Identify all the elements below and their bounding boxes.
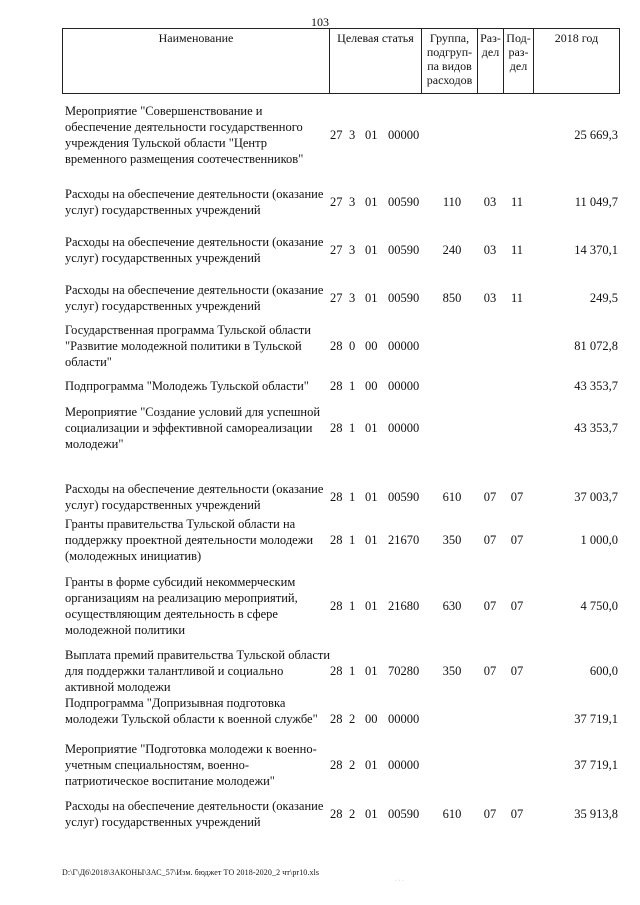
table-row xyxy=(0,282,640,314)
amount-2018: 4 750,0 xyxy=(580,599,618,613)
table-row xyxy=(0,516,640,564)
target-code-program: 28 xyxy=(330,664,343,678)
table-row xyxy=(0,647,640,695)
header-group xyxy=(421,29,477,93)
row-name: Расходы на обеспечение деятельности (оказание услуг) государственных учреждений xyxy=(65,235,324,265)
row-name: Расходы на обеспечение деятельности (оказание услуг) государственных учреждений xyxy=(65,799,324,829)
podrazdel: 07 xyxy=(510,664,524,678)
row-name: Гранты правительства Тульской области на поддержку проектной деятельности молодежи (молодежных инициатив) xyxy=(65,517,314,563)
razdel: 03 xyxy=(483,291,497,305)
table-row xyxy=(0,574,640,638)
podrazdel: 07 xyxy=(510,490,524,504)
target-code-event: 01 xyxy=(365,807,378,821)
target-code-event: 01 xyxy=(365,128,378,142)
row-name: Мероприятие "Создание условий для успешной социализации и эффективной самореализации молодежи" xyxy=(65,405,321,451)
row-name: Расходы на обеспечение деятельности (оказание услуг) государственных учреждений xyxy=(65,187,324,217)
target-code-direction: 00590 xyxy=(388,291,420,305)
target-code-direction: 00590 xyxy=(388,807,420,821)
target-code-direction: 00000 xyxy=(388,128,420,142)
amount-2018: 249,5 xyxy=(589,291,618,305)
target-code-direction: 00590 xyxy=(388,490,420,504)
target-code-subprogram: 0 xyxy=(349,339,356,353)
target-code-event: 01 xyxy=(365,758,378,772)
target-code-direction: 00000 xyxy=(388,758,420,772)
target-code-event: 01 xyxy=(365,291,378,305)
target-code-subprogram: 3 xyxy=(349,243,356,257)
amount-2018: 25 669,3 xyxy=(574,128,618,142)
expense-group: 630 xyxy=(442,599,462,613)
target-code-program: 27 xyxy=(330,128,343,142)
amount-2018: 37 719,1 xyxy=(574,712,618,726)
target-code-subprogram: 1 xyxy=(349,599,356,613)
target-code-direction: 00000 xyxy=(388,339,420,353)
target-code-subprogram: 3 xyxy=(349,195,356,209)
podrazdel: 07 xyxy=(510,599,524,613)
target-code-event: 01 xyxy=(365,421,378,435)
table-row xyxy=(0,695,640,743)
target-code-direction: 00000 xyxy=(388,421,420,435)
podrazdel: 11 xyxy=(510,291,524,305)
table-row xyxy=(0,378,640,394)
header-group-line: па видов xyxy=(427,59,472,73)
row-name: Мероприятие "Совершенствование и обеспечение деятельности государственного учреждения Тульской области "Центр временного размещения соотечественников" xyxy=(65,104,304,166)
amount-2018: 37 719,1 xyxy=(574,758,618,772)
target-code-subprogram: 1 xyxy=(349,533,356,547)
target-code-event: 01 xyxy=(365,243,378,257)
header-razdel xyxy=(477,29,503,93)
scan-specks: · · · xyxy=(395,878,404,884)
row-name: Гранты в форме субсидий некоммерческим организациям на реализацию мероприятий, осуществляющим деятельность в сфере молодежной политики xyxy=(65,575,298,637)
table-row xyxy=(0,741,640,789)
target-code-direction: 00590 xyxy=(388,243,420,257)
razdel: 03 xyxy=(483,243,497,257)
expense-group: 850 xyxy=(442,291,462,305)
page-number: 103 xyxy=(311,15,329,29)
header-year-label: 2018 год xyxy=(554,31,599,45)
row-name: Расходы на обеспечение деятельности (оказание услуг) государственных учреждений xyxy=(65,283,324,313)
razdel: 07 xyxy=(483,599,497,613)
table-row xyxy=(0,481,640,513)
expense-group: 240 xyxy=(442,243,462,257)
table-row xyxy=(0,186,640,218)
table-row xyxy=(0,234,640,266)
row-name: Расходы на обеспечение деятельности (оказание услуг) государственных учреждений xyxy=(65,482,324,512)
header-name-label: Наименование xyxy=(158,31,234,45)
amount-2018: 1 000,0 xyxy=(580,533,618,547)
header-group-line: подгруп- xyxy=(426,45,473,59)
podrazdel: 11 xyxy=(510,195,524,209)
row-name: Выплата премий правительства Тульской области для поддержки талантливой и социально активной молодежи xyxy=(65,648,331,694)
header-group-line: расходов xyxy=(426,73,473,87)
target-code-direction: 70280 xyxy=(388,664,420,678)
target-code-program: 28 xyxy=(330,533,343,547)
amount-2018: 81 072,8 xyxy=(574,339,618,353)
expense-group: 610 xyxy=(442,490,462,504)
row-name: Подпрограмма "Допризывная подготовка молодежи Тульской области к военной службе" xyxy=(65,696,318,726)
target-code-subprogram: 1 xyxy=(349,664,356,678)
header-target-label: Целевая статья xyxy=(337,31,414,45)
target-code-program: 28 xyxy=(330,339,343,353)
target-code-event: 01 xyxy=(365,599,378,613)
header-podrazdel-line: раз- xyxy=(508,45,529,59)
target-code-subprogram: 1 xyxy=(349,379,356,393)
expense-group: 610 xyxy=(442,807,462,821)
header-year xyxy=(533,29,619,93)
amount-2018: 35 913,8 xyxy=(574,807,618,821)
target-code-program: 28 xyxy=(330,758,343,772)
header-target xyxy=(329,29,421,93)
razdel: 07 xyxy=(483,807,497,821)
amount-2018: 600,0 xyxy=(589,664,618,678)
target-code-program: 28 xyxy=(330,421,343,435)
header-group-line: Группа, xyxy=(429,31,470,45)
expense-group: 110 xyxy=(442,195,462,209)
target-code-event: 01 xyxy=(365,664,378,678)
target-code-subprogram: 1 xyxy=(349,490,356,504)
header-razdel-line: дел xyxy=(481,45,500,59)
razdel: 07 xyxy=(483,664,497,678)
expense-group: 350 xyxy=(442,533,462,547)
target-code-program: 28 xyxy=(330,490,343,504)
target-code-subprogram: 2 xyxy=(349,807,356,821)
target-code-event: 01 xyxy=(365,490,378,504)
header-podrazdel-line: дел xyxy=(509,59,528,73)
row-name: Мероприятие "Подготовка молодежи к военно-учетным специальностям, военно-патриотическое воспитание молодежи" xyxy=(65,742,317,788)
expense-group: 350 xyxy=(442,664,462,678)
podrazdel: 11 xyxy=(510,243,524,257)
target-code-program: 28 xyxy=(330,379,343,393)
target-code-event: 01 xyxy=(365,533,378,547)
target-code-direction: 21670 xyxy=(388,533,420,547)
target-code-program: 28 xyxy=(330,712,343,726)
razdel: 07 xyxy=(483,533,497,547)
target-code-program: 27 xyxy=(330,195,343,209)
target-code-program: 27 xyxy=(330,243,343,257)
target-code-subprogram: 1 xyxy=(349,421,356,435)
target-code-event: 00 xyxy=(365,339,378,353)
razdel: 03 xyxy=(483,195,497,209)
header-podrazdel xyxy=(503,29,533,93)
row-name: Государственная программа Тульской области "Развитие молодежной политики в Тульской области" xyxy=(65,323,311,369)
target-code-subprogram: 2 xyxy=(349,712,356,726)
target-code-event: 00 xyxy=(365,379,378,393)
table-row xyxy=(0,103,640,167)
target-code-direction: 00000 xyxy=(388,712,420,726)
podrazdel: 07 xyxy=(510,533,524,547)
amount-2018: 43 353,7 xyxy=(574,421,618,435)
target-code-direction: 00000 xyxy=(388,379,420,393)
table-row xyxy=(0,322,640,370)
target-code-program: 28 xyxy=(330,599,343,613)
target-code-direction: 00590 xyxy=(388,195,420,209)
podrazdel: 07 xyxy=(510,807,524,821)
target-code-subprogram: 2 xyxy=(349,758,356,772)
amount-2018: 43 353,7 xyxy=(574,379,618,393)
razdel: 07 xyxy=(483,490,497,504)
amount-2018: 14 370,1 xyxy=(574,243,618,257)
target-code-subprogram: 3 xyxy=(349,128,356,142)
amount-2018: 37 003,7 xyxy=(574,490,618,504)
amount-2018: 11 049,7 xyxy=(574,195,618,209)
target-code-direction: 21680 xyxy=(388,599,420,613)
row-name: Подпрограмма "Молодежь Тульской области" xyxy=(65,379,309,393)
header-podrazdel-line: Под- xyxy=(506,31,531,45)
header-razdel-line: Раз- xyxy=(480,31,501,45)
target-code-program: 27 xyxy=(330,291,343,305)
header-name xyxy=(63,29,329,93)
target-code-event: 00 xyxy=(365,712,378,726)
table-header xyxy=(62,28,620,94)
file-path-footer: D:\Г\Д6\2018\ЗАКОНЫ\ЗАС_57\Изм. бюджет ТО 2018-2020_2 чт\pr10.xls xyxy=(62,868,320,877)
table-row xyxy=(0,798,640,830)
table-row xyxy=(0,404,640,452)
target-code-event: 01 xyxy=(365,195,378,209)
target-code-program: 28 xyxy=(330,807,343,821)
target-code-subprogram: 3 xyxy=(349,291,356,305)
